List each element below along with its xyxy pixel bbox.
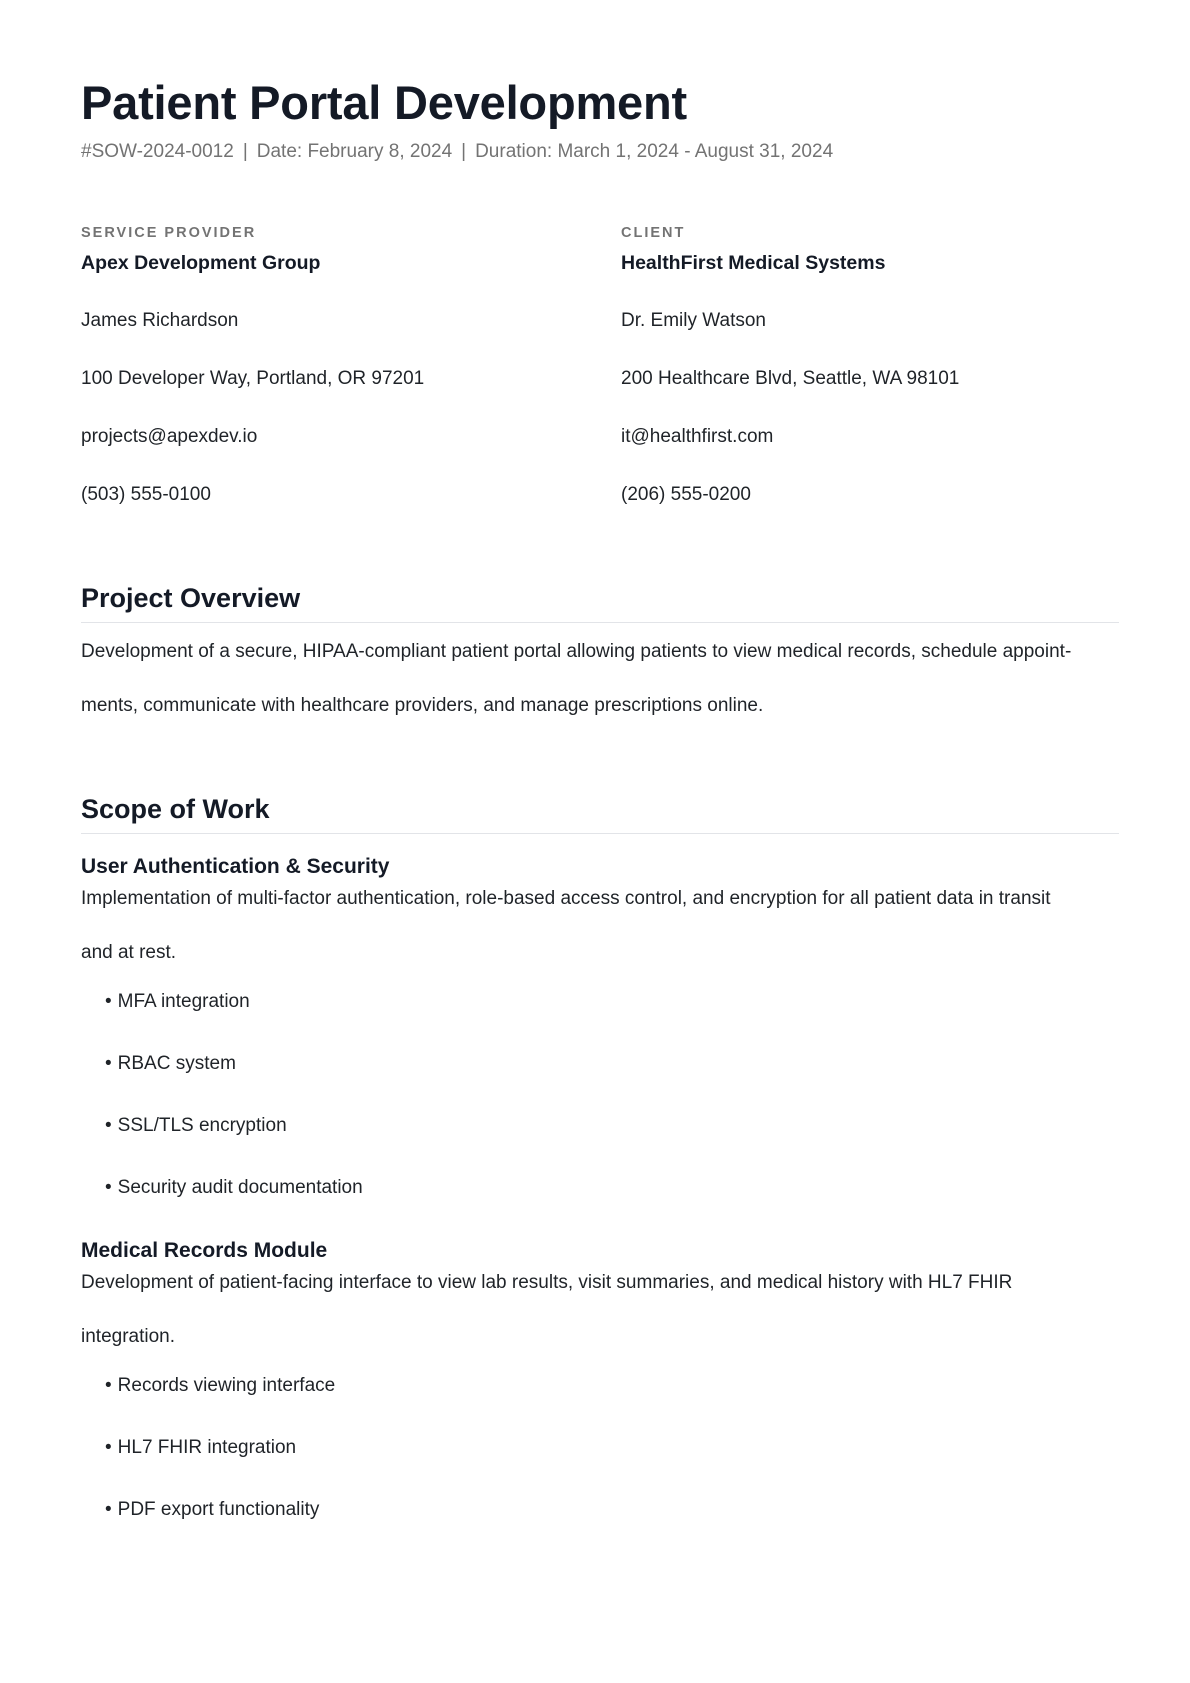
- bullet-icon: •: [105, 991, 112, 1012]
- description-line: Development of patient-facing interface to view lab results, visit summaries, and medical history with HL7 FHIR: [81, 1272, 1013, 1293]
- deliverables-list: [81, 1374, 1119, 1522]
- service-provider-block: [81, 224, 561, 507]
- provider-label: SERVICE PROVIDER: [81, 225, 257, 241]
- overview-heading: Project Overview: [81, 582, 1119, 623]
- meta-separator: |: [461, 141, 467, 162]
- overview-line: Development of a secure, HIPAA-compliant patient portal allowing patients to view medical records, schedule appoint-: [81, 641, 1072, 662]
- provider-contact: James Richardson: [81, 310, 239, 331]
- scope-heading: Scope of Work: [81, 793, 1119, 834]
- bullet-icon: •: [105, 1053, 112, 1074]
- deliverable-item: [105, 1176, 1119, 1200]
- deliverable-item: [105, 1052, 1119, 1076]
- description-line: and at rest.: [81, 942, 177, 963]
- deliverable-item: [105, 1114, 1119, 1138]
- client-contact: Dr. Emily Watson: [621, 310, 766, 331]
- client-block: [621, 224, 1101, 507]
- meta-separator: |: [242, 141, 248, 162]
- deliverable-item: [105, 990, 1119, 1014]
- deliverable-label: HL7 FHIR integration: [117, 1437, 297, 1458]
- client-address: 200 Healthcare Blvd, Seattle, WA 98101: [621, 368, 960, 389]
- client-phone: (206) 555-0200: [621, 484, 751, 505]
- document-date: Date: February 8, 2024: [256, 141, 453, 162]
- deliverables-list: [81, 990, 1119, 1200]
- client-label: CLIENT: [621, 225, 686, 241]
- deliverable-item: [105, 1436, 1119, 1460]
- provider-name: Apex Development Group: [81, 252, 321, 274]
- deliverable-label: MFA integration: [117, 991, 250, 1012]
- bullet-icon: •: [105, 1115, 112, 1136]
- overview-line: ments, communicate with healthcare providers, and manage prescriptions online.: [81, 695, 764, 716]
- overview-text: [81, 625, 1119, 733]
- description-line: integration.: [81, 1326, 176, 1347]
- page-title: Patient Portal Development: [81, 76, 687, 129]
- scope-of-work-section: [81, 793, 1119, 1560]
- sow-number: #SOW-2024-0012: [81, 141, 234, 162]
- provider-phone: (503) 555-0100: [81, 484, 211, 505]
- scope-item-description: [81, 1256, 1119, 1364]
- deliverable-item: [105, 1498, 1119, 1522]
- client-email: it@healthfirst.com: [621, 426, 774, 447]
- deliverable-label: Security audit documentation: [117, 1177, 363, 1198]
- deliverable-label: PDF export functionality: [117, 1499, 320, 1520]
- deliverable-label: RBAC system: [117, 1053, 236, 1074]
- scope-item-description: [81, 872, 1119, 980]
- document-meta: [81, 141, 833, 164]
- scope-item: [81, 854, 1119, 1200]
- project-duration: Duration: March 1, 2024 - August 31, 2024: [475, 141, 834, 162]
- scope-item: [81, 1238, 1119, 1522]
- provider-address: 100 Developer Way, Portland, OR 97201: [81, 368, 425, 389]
- bullet-icon: •: [105, 1437, 112, 1458]
- description-line: Implementation of multi-factor authentication, role-based access control, and encryption for all patient data in transit: [81, 888, 1051, 909]
- scope-item-title: Medical Records Module: [81, 1239, 328, 1262]
- provider-email: projects@apexdev.io: [81, 426, 258, 447]
- deliverable-label: SSL/TLS encryption: [117, 1115, 287, 1136]
- bullet-icon: •: [105, 1177, 112, 1198]
- bullet-icon: •: [105, 1499, 112, 1520]
- deliverable-item: [105, 1374, 1119, 1398]
- client-name: HealthFirst Medical Systems: [621, 252, 886, 274]
- bullet-icon: •: [105, 1375, 112, 1396]
- deliverable-label: Records viewing interface: [117, 1375, 336, 1396]
- project-overview-section: [81, 582, 1119, 733]
- scope-item-title: User Authentication & Security: [81, 855, 390, 878]
